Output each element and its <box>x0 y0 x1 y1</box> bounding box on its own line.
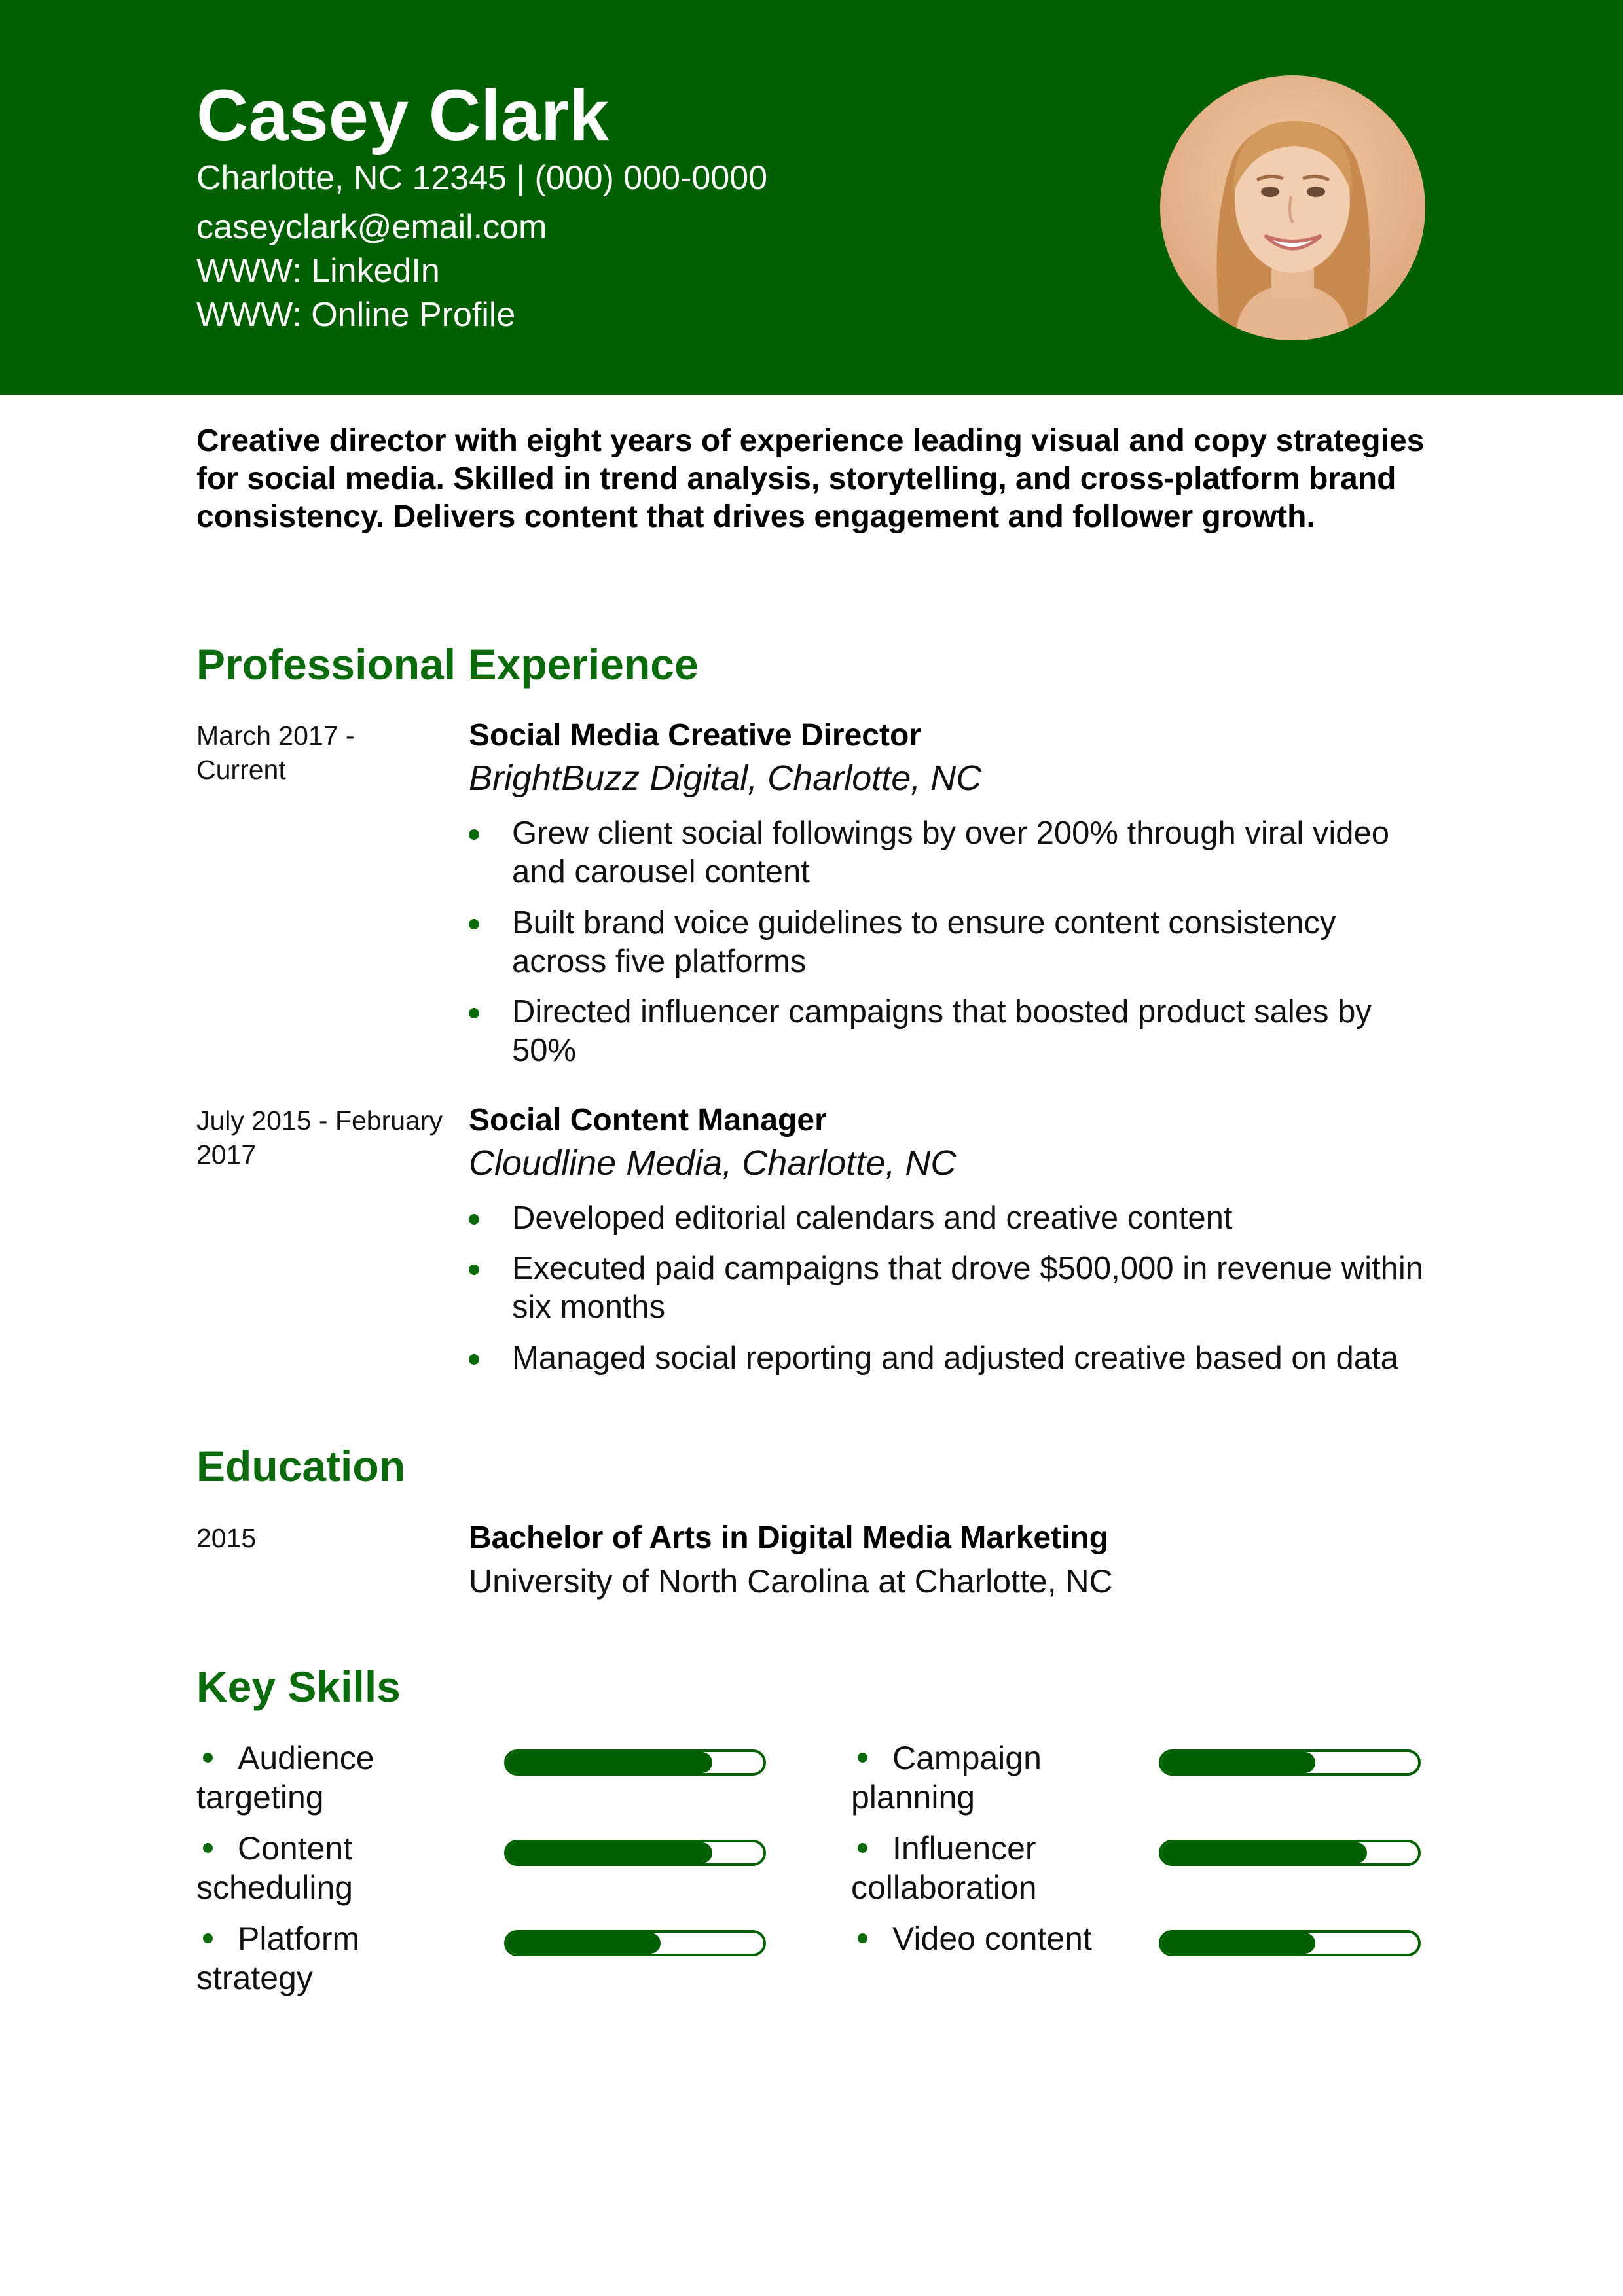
skill-level-bar <box>504 1930 766 1956</box>
skill-level-bar <box>1159 1749 1421 1776</box>
skill-label-text: Campaign planning <box>851 1740 1042 1816</box>
education-year: 2015 <box>196 1523 257 1553</box>
job-bullet <box>469 814 1438 891</box>
section-title-skills: Key Skills <box>196 1662 401 1711</box>
job-dates: March 2017 - Current <box>196 721 355 785</box>
bullet-dot-icon <box>469 829 479 840</box>
skill-label-text: Platform strategy <box>196 1920 360 1996</box>
bullet-dot-icon <box>469 919 479 929</box>
skill-label-text: Influencer collaboration <box>851 1830 1037 1906</box>
job-bullet-text: Developed editorial calendars and creative content <box>512 1200 1233 1236</box>
candidate-name: Casey Clark <box>196 75 609 156</box>
bullet-dot-icon <box>469 1265 479 1275</box>
bullet-dot-icon <box>203 1843 213 1853</box>
job-title: Social Media Creative Director <box>469 718 921 753</box>
address-phone: Charlotte, NC 12345 | (000) 000-0000 <box>196 159 768 197</box>
job-dates: July 2015 - February 2017 <box>196 1105 443 1170</box>
skill-level-fill <box>507 1842 712 1863</box>
bullet-dot-icon <box>858 1933 867 1943</box>
skill-level-bar <box>1159 1840 1421 1866</box>
job-bullet <box>469 1339 1438 1378</box>
education-degree: Bachelor of Arts in Digital Media Marketing <box>469 1520 1109 1555</box>
job-bullet <box>469 904 1438 981</box>
skill-label <box>851 1919 1113 1958</box>
skill-label <box>851 1738 1113 1817</box>
skill-label <box>196 1738 458 1817</box>
job-bullet <box>469 993 1438 1070</box>
job-bullet-text: Built brand voice guidelines to ensure content consistency across five platforms <box>512 905 1336 979</box>
bullet-dot-icon <box>469 1214 479 1225</box>
skill-label <box>196 1919 458 1998</box>
skill-label-text: Audience targeting <box>196 1740 374 1816</box>
online-profile-link[interactable]: WWW: Online Profile <box>196 296 516 334</box>
linkedin-link[interactable]: WWW: LinkedIn <box>196 252 440 290</box>
job-bullet-text: Executed paid campaigns that drove $500,000 in revenue within six months <box>512 1251 1423 1325</box>
professional-summary: Creative director with eight years of experience leading visual and copy strategies for social media. Skilled in trend analysis, storytelling, and cross-platform brand consistency. Delivers content that drives engagement and follower growth. <box>196 423 1425 534</box>
job-bullet-text: Managed social reporting and adjusted creative based on data <box>512 1340 1398 1376</box>
profile-photo <box>1160 75 1425 340</box>
bullet-dot-icon <box>203 1933 213 1943</box>
skill-level-fill <box>1161 1842 1367 1863</box>
skill-label <box>851 1829 1113 1907</box>
skill-level-fill <box>507 1933 661 1954</box>
bullet-dot-icon <box>858 1753 867 1763</box>
section-title-experience: Professional Experience <box>196 640 699 689</box>
portrait-image <box>1160 75 1425 340</box>
bullet-dot-icon <box>203 1753 213 1763</box>
bullet-dot-icon <box>858 1843 867 1853</box>
education-school: University of North Carolina at Charlotte, NC <box>469 1563 1113 1600</box>
header-banner <box>0 0 1623 395</box>
job-bullet-text: Grew client social followings by over 200% through viral video and carousel content <box>512 816 1389 889</box>
skill-label-text: Content scheduling <box>196 1830 354 1906</box>
skill-level-bar <box>1159 1930 1421 1956</box>
skill-level-bar <box>504 1840 766 1866</box>
job-title: Social Content Manager <box>469 1103 827 1138</box>
skill-label-text: Video content <box>892 1920 1092 1957</box>
bullet-dot-icon <box>469 1354 479 1365</box>
job-bullet-text: Directed influencer campaigns that boosted product sales by 50% <box>512 994 1372 1068</box>
job-company: Cloudline Media, Charlotte, NC <box>469 1143 957 1183</box>
email-address[interactable]: caseyclark@email.com <box>196 208 547 246</box>
skill-level-bar <box>504 1749 766 1776</box>
job-bullet <box>469 1199 1438 1238</box>
job-company: BrightBuzz Digital, Charlotte, NC <box>469 759 982 798</box>
job-bullet <box>469 1249 1438 1327</box>
skill-label <box>196 1829 458 1907</box>
bullet-dot-icon <box>469 1008 479 1018</box>
skill-level-fill <box>1161 1933 1315 1954</box>
skill-level-fill <box>1161 1752 1315 1773</box>
skill-level-fill <box>507 1752 712 1773</box>
section-title-education: Education <box>196 1442 406 1490</box>
